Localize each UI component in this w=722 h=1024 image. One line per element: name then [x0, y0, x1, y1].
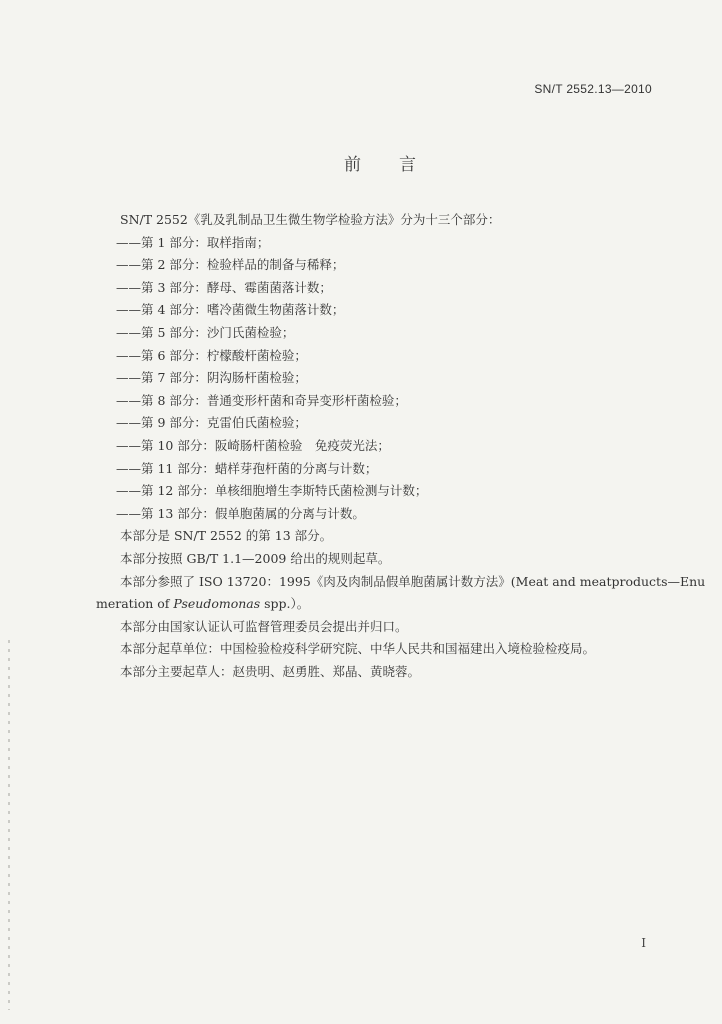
part-list-item: ——第 2 部分：检验样品的制备与稀释； — [116, 257, 345, 273]
part-list-item: ——第 11 部分：蜡样芽孢杆菌的分离与计数； — [116, 460, 378, 476]
part-list-item: ——第 8 部分：普通变形杆菌和奇异变形杆菌检验； — [116, 392, 407, 408]
standard-code: SN/T 2552.13—2010 — [534, 82, 652, 96]
part-list-item: ——第 7 部分：阴沟肠杆菌检验； — [116, 370, 307, 386]
drafting-units-paragraph: 本部分起草单位：中国检验检疫科学研究院、中华人民共和国福建出入境检验检疫局。 — [120, 641, 596, 657]
foreword-body — [96, 209, 706, 683]
drafting-rules-paragraph: 本部分按照 GB/T 1.1—2009 给出的规则起草。 — [120, 550, 391, 566]
reference-paragraph-line2 — [96, 593, 658, 616]
part-list-item: ——第 6 部分：柠檬酸杆菌检验； — [116, 347, 307, 363]
part-of-paragraph: 本部分是 SN/T 2552 的第 13 部分。 — [120, 528, 333, 544]
intro-paragraph: SN/T 2552《乳及乳制品卫生微生物学检验方法》分为十三个部分： — [120, 212, 501, 227]
reference-paragraph-line1: 本部分参照了 ISO 13720：1995《肉及肉制品假单胞菌属计数方法》(Meat and meatproducts—Enu — [120, 573, 706, 589]
reference-prefix: meration of — [96, 596, 174, 612]
part-list-item: ——第 12 部分：单核细胞增生李斯特氏菌检测与计数； — [116, 483, 428, 499]
part-list-item: ——第 9 部分：克雷伯氏菌检验； — [116, 415, 307, 431]
scan-edge-artifact — [8, 640, 10, 1010]
part-list-item: ——第 13 部分：假单胞菌属的分离与计数。 — [116, 505, 365, 521]
proposed-by-paragraph: 本部分由国家认证认可监督管理委员会提出并归口。 — [120, 618, 408, 634]
drafters-paragraph: 本部分主要起草人：赵贵明、赵勇胜、郑晶、黄晓蓉。 — [120, 663, 421, 679]
part-list-item: ——第 10 部分：阪崎肠杆菌检验 免疫荧光法； — [116, 437, 390, 453]
page-number: I — [641, 936, 646, 950]
part-list-item: ——第 4 部分：嗜冷菌微生物菌落计数； — [116, 302, 345, 318]
reference-genus-name: Pseudomonas — [173, 596, 261, 612]
part-list-item: ——第 1 部分：取样指南； — [116, 234, 270, 250]
part-list-item: ——第 5 部分：沙门氏菌检验； — [116, 324, 295, 340]
reference-suffix: spp.）。 — [260, 596, 310, 612]
page-title: 前言 — [344, 155, 454, 175]
part-list-item: ——第 3 部分：酵母、霉菌菌落计数； — [116, 279, 332, 295]
